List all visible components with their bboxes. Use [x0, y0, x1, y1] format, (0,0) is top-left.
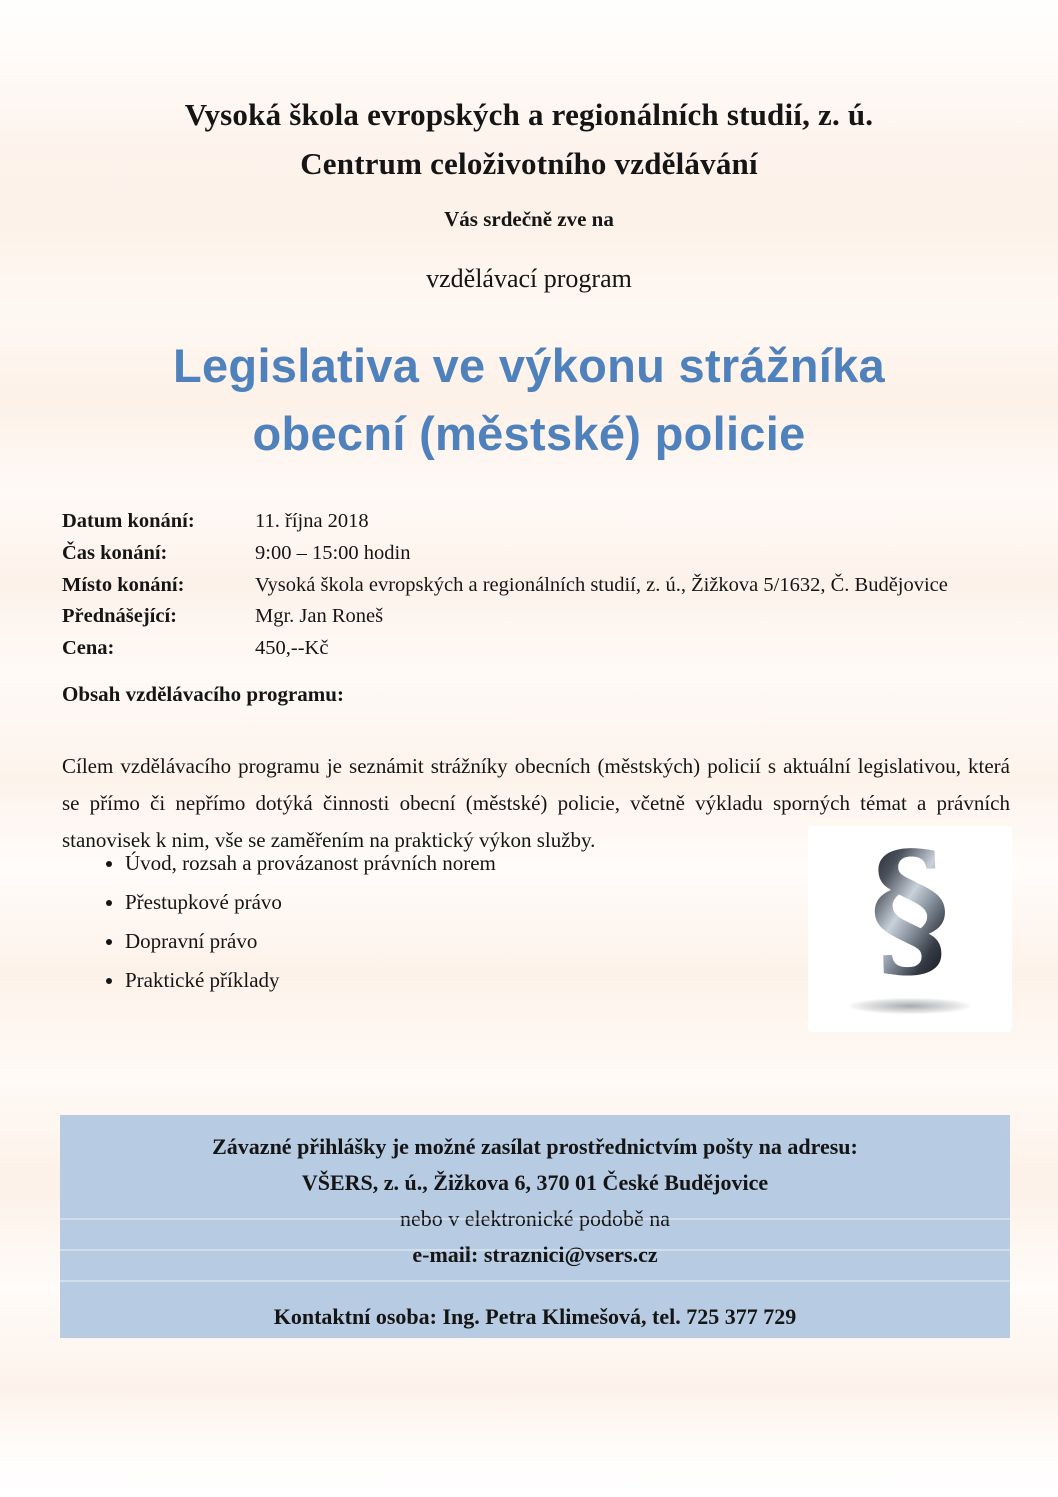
- page-title-line2: obecní (městské) policie: [252, 407, 806, 460]
- organization-department: Centrum celoživotního vzdělávání: [300, 146, 758, 181]
- list-item: • Dopravní právo: [125, 930, 745, 952]
- detail-row-date: [62, 506, 1020, 538]
- page-title: [0, 332, 1058, 468]
- topics-list: [88, 852, 745, 1008]
- page-title-line1: Legislativa ve výkonu strážníka: [172, 339, 885, 392]
- detail-value: 11. října 2018: [255, 510, 369, 532]
- detail-value: Vysoká škola evropských a regionálních studií, z. ú., Žižkova 5/1632, Č. Budějovice: [255, 573, 948, 596]
- divider: [60, 1249, 1010, 1251]
- registration-info-box: [60, 1115, 1010, 1338]
- illustration-shadow: [850, 998, 970, 1014]
- organization-title: [0, 90, 1058, 188]
- detail-value: Mgr. Jan Roneš: [255, 605, 384, 628]
- program-kind-text: vzdělávací program: [426, 264, 632, 293]
- paragraph-section-icon: §: [867, 816, 953, 999]
- detail-label: Čas konání:: [62, 541, 168, 564]
- detail-value: 450,--Kč: [255, 637, 329, 660]
- detail-row-place: [62, 570, 1020, 602]
- section-sign-illustration: [808, 816, 1012, 1032]
- contact-person: Kontaktní osoba: Ing. Petra Klimešová, tel. 725 377 729: [273, 1304, 797, 1329]
- organization-name: Vysoká škola evropských a regionálních studií, z. ú.: [184, 97, 874, 132]
- detail-label: Datum konání:: [62, 510, 195, 532]
- detail-label: Cena:: [62, 637, 115, 660]
- detail-value: 9:00 – 15:00 hodin: [255, 541, 411, 564]
- list-item: • Úvod, rozsah a provázanost právních norem: [125, 852, 745, 874]
- registration-alternative: nebo v elektronické podobě na: [399, 1206, 670, 1231]
- registration-address: VŠERS, z. ú., Žižkova 6, 370 01 České Budějovice: [301, 1170, 769, 1195]
- detail-row-time: [62, 538, 1020, 570]
- registration-instruction: Závazné přihlášky je možné zasílat prostřednictvím pošty na adresu:: [212, 1134, 858, 1159]
- event-details: [62, 506, 1020, 665]
- detail-row-price: [62, 633, 1020, 665]
- detail-row-lecturer: [62, 601, 1020, 633]
- content-heading: Obsah vzdělávacího programu:: [62, 682, 344, 706]
- program-description: Cílem vzdělávacího programu je seznámit strážníky obecních (městských) policií s aktuální legislativou, která se přímo či nepřímo dotýká činnosti obecní (městské) policie, včetně výkladu sporných témat a právních stanovisek k nim, vše se zaměřením na praktický výkon služby.: [62, 754, 1010, 852]
- detail-label: Místo konání:: [62, 573, 185, 596]
- divider: [60, 1218, 1010, 1220]
- list-item: • Praktické příklady: [125, 969, 745, 991]
- registration-email: e-mail: straznici@vsers.cz: [412, 1242, 658, 1267]
- list-item: • Přestupkové právo: [125, 891, 745, 913]
- invitation-text: Vás srdečně zve na: [444, 207, 614, 231]
- divider: [60, 1280, 1010, 1282]
- detail-label: Přednášející:: [62, 605, 177, 628]
